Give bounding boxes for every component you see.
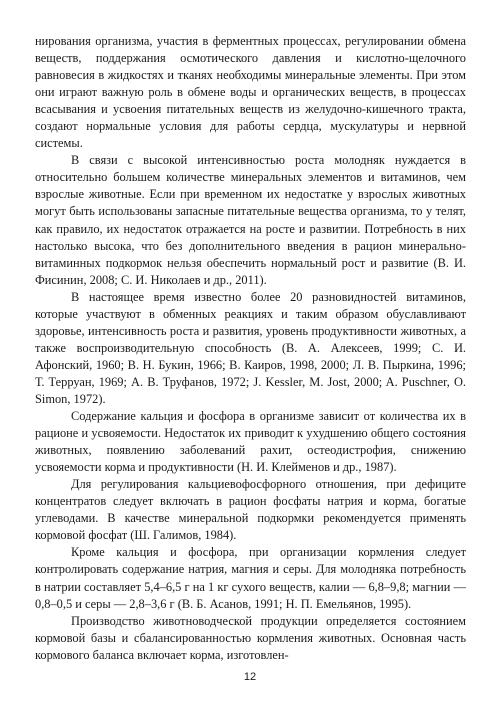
page-number: 12	[243, 671, 257, 683]
paragraph: Кроме кальция и фосфора, при организации кормления следует контролировать содержание натрия, магния и серы. Для молодняка потребность в натрии составляет 5,4–6,5 г на 1 кг сухого веществ, калии — 6,8–9,8; магнии — 0,8–0,5 и серы — 2,8–3,6 г (В. Б. Асанов, 1991; Н. П. Емельянов, 1995).	[35, 545, 466, 611]
paragraph: Для регулирования кальциевофосфорного отношения, при дефиците концентратов следует включать в рацион фосфаты натрия и корма, богатые углеводами. В качестве минеральной подкормки рекомендуется применять кормовой фосфат (Ш. Галимов, 1984).	[35, 477, 466, 543]
paragraph: Содержание кальция и фосфора в организме зависит от количества их в рационе и усвояемости. Недостаток их приводит к ухудшению общего состояния животных, появлению заболеваний рахит, остеодистрофия, снижению усвояемости корма и продуктивности (Н. И. Клейменов и др., 1987).	[35, 409, 466, 475]
body-text	[35, 33, 466, 664]
paragraph-continuation: нирования организма, участия в ферментных процессах, регулировании обмена веществ, поддержания осмотического давления и кислотно-щелочного равновесия в жидкостях и тканях необходимы минеральные элементы. При этом они играют важную роль в обмене воды и органических веществ, в процессах всасывания и усвоения питательных веществ из желудочно-кишечного тракта, создают нормальные условия для работы сердца, мускулатуры и нервной системы.	[35, 34, 466, 151]
paragraph: В настоящее время известно более 20 разновидностей витаминов, которые участвуют в обменных реакциях и таким образом обуславливают здоровье, интенсивность роста и развития, уровень продуктивности животных, а также воспроизводительную способность (В. А. Алексеев, 1999; С. И. Афонский, 1960; В. Н. Букин, 1966; В. Каиров, 1998, 2000; Л. В. Пыркина, 1996; Т. Терруан, 1969; А. В. Труфанов, 1972; J. Kessler, M. Jost, 2000; A. Puschner, O. Simon, 1972).	[35, 289, 466, 406]
paragraph: В связи с высокой интенсивностью роста молодняк нуждается в относительно большем количестве минеральных элементов и витаминов, чем взрослые животные. Если при временном их недостатке у взрослых животных могут быть использованы запасные питательные вещества организма, то у телят, как правило, их недостаток отражается на росте и развитии. Потребность в них настолько высока, что без дополнительного введения в рацион минерально-витаминных подкормок нельзя обеспечить нормальный рост и развитие (В. И. Фисинин, 2008; С. И. Николаев и др., 2011).	[35, 153, 466, 287]
paragraph: Производство животноводческой продукции определяется состоянием кормовой базы и сбалансированностью кормления животных. Основная часть кормового баланса включает корма, изготовлен-	[35, 613, 466, 662]
